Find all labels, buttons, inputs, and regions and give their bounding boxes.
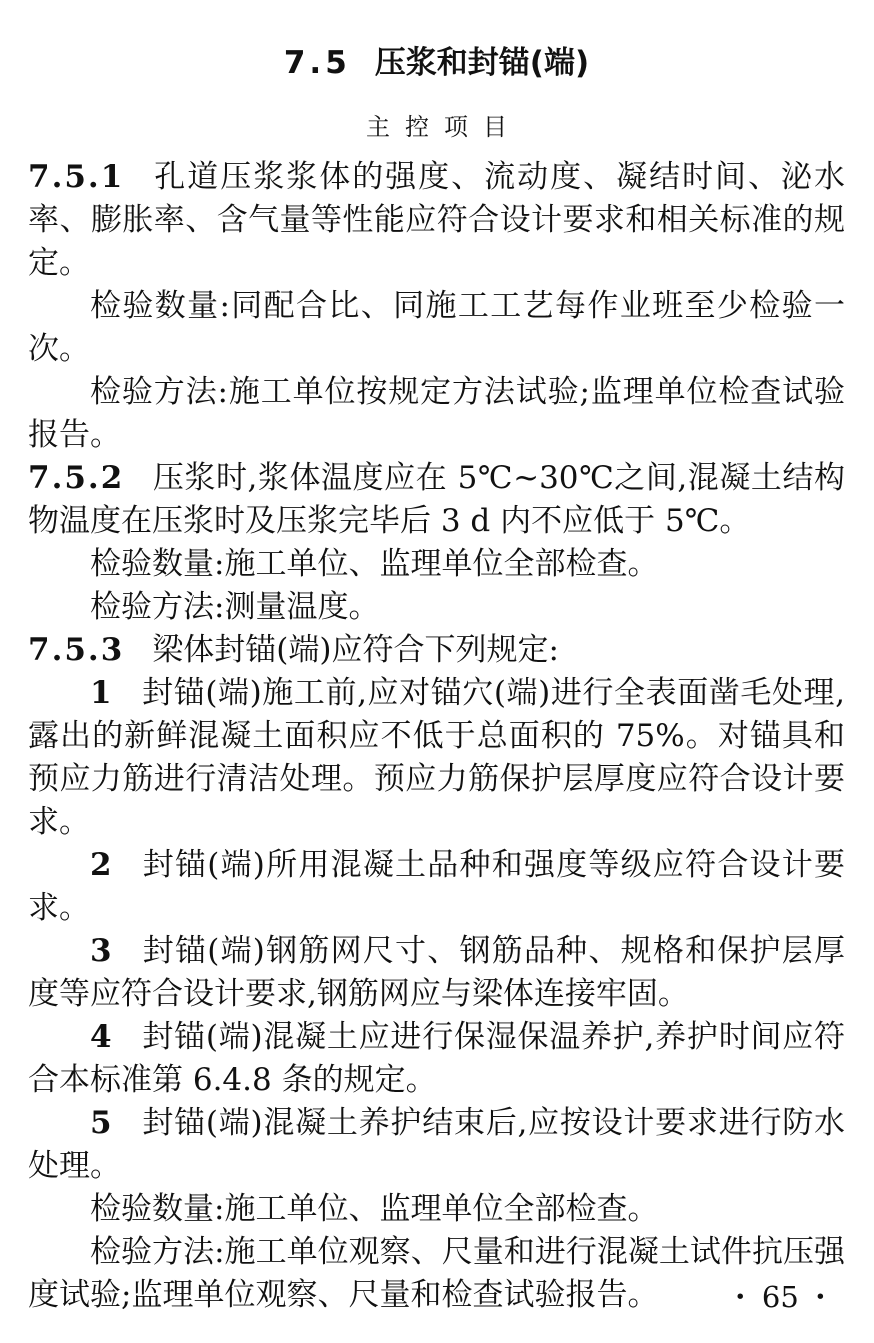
clause-text: 梁体封锚(端)应符合下列规定:	[152, 632, 559, 668]
inspection-method-2	[28, 586, 845, 629]
item-3	[28, 930, 845, 1016]
inspection-method-1	[28, 371, 845, 457]
subsection-heading: 主控项目	[366, 113, 522, 141]
item-5	[28, 1102, 845, 1188]
item-number: 1	[90, 675, 114, 711]
paragraph-text: 检验数量:同配合比、同施工工艺每作业班至少检验一次。	[28, 288, 845, 367]
paragraph-text: 检验方法:测量温度。	[90, 589, 380, 625]
clause-text: 压浆时,浆体温度应在 5℃~30℃之间,混凝土结构物温度在压浆时及压浆完毕后 3 d 内不应低于 5℃。	[28, 460, 845, 539]
item-1	[28, 672, 845, 844]
inspection-quantity-1	[28, 285, 845, 371]
item-4	[28, 1016, 845, 1102]
page-footer	[735, 1280, 826, 1314]
clause-text: 孔道压浆浆体的强度、流动度、凝结时间、泌水率、膨胀率、含气量等性能应符合设计要求和相关标准的规定。	[28, 159, 845, 281]
section-title	[28, 44, 845, 82]
page-number: 65	[761, 1280, 799, 1314]
inspection-quantity-3	[28, 1188, 845, 1231]
clause-number: 7.5.1	[28, 159, 125, 195]
item-2	[28, 844, 845, 930]
item-text: 封锚(端)混凝土养护结束后,应按设计要求进行防水处理。	[28, 1105, 845, 1184]
paragraph-text: 检验数量:施工单位、监理单位全部检查。	[90, 1191, 659, 1227]
paragraph-text: 检验方法:施工单位观察、尺量和进行混凝土试件抗压强度试验;监理单位观察、尺量和检查试验报告。	[28, 1234, 845, 1313]
footer-left-dot-icon: •	[734, 1286, 746, 1308]
inspection-quantity-2	[28, 543, 845, 586]
item-number: 3	[90, 933, 114, 969]
clause-number: 7.5.3	[28, 632, 125, 668]
document-body	[28, 156, 845, 1317]
section-title-text: 压浆和封锚(端)	[374, 45, 590, 81]
section-number: 7.5	[283, 45, 351, 81]
item-number: 2	[90, 847, 114, 883]
item-number: 4	[90, 1019, 114, 1055]
footer-right-dot-icon: •	[814, 1286, 826, 1308]
paragraph-text: 检验数量:施工单位、监理单位全部检查。	[90, 546, 659, 582]
item-text: 封锚(端)所用混凝土品种和强度等级应符合设计要求。	[28, 847, 845, 926]
item-text: 封锚(端)施工前,应对锚穴(端)进行全表面凿毛处理,露出的新鲜混凝土面积应不低于总面积的 75%。对锚具和预应力筋进行清洁处理。预应力筋保护层厚度应符合设计要求。	[28, 675, 845, 840]
item-text: 封锚(端)混凝土应进行保湿保温养护,养护时间应符合本标准第 6.4.8 条的规定。	[28, 1019, 845, 1098]
item-text: 封锚(端)钢筋网尺寸、钢筋品种、规格和保护层厚度等应符合设计要求,钢筋网应与梁体连接牢固。	[28, 933, 845, 1012]
clause-7-5-3	[28, 629, 845, 672]
clause-number: 7.5.2	[28, 460, 125, 496]
item-number: 5	[90, 1105, 114, 1141]
clause-7-5-2	[28, 457, 845, 543]
inspection-method-3	[28, 1231, 845, 1317]
paragraph-text: 检验方法:施工单位按规定方法试验;监理单位检查试验报告。	[28, 374, 845, 453]
clause-7-5-1	[28, 156, 845, 285]
